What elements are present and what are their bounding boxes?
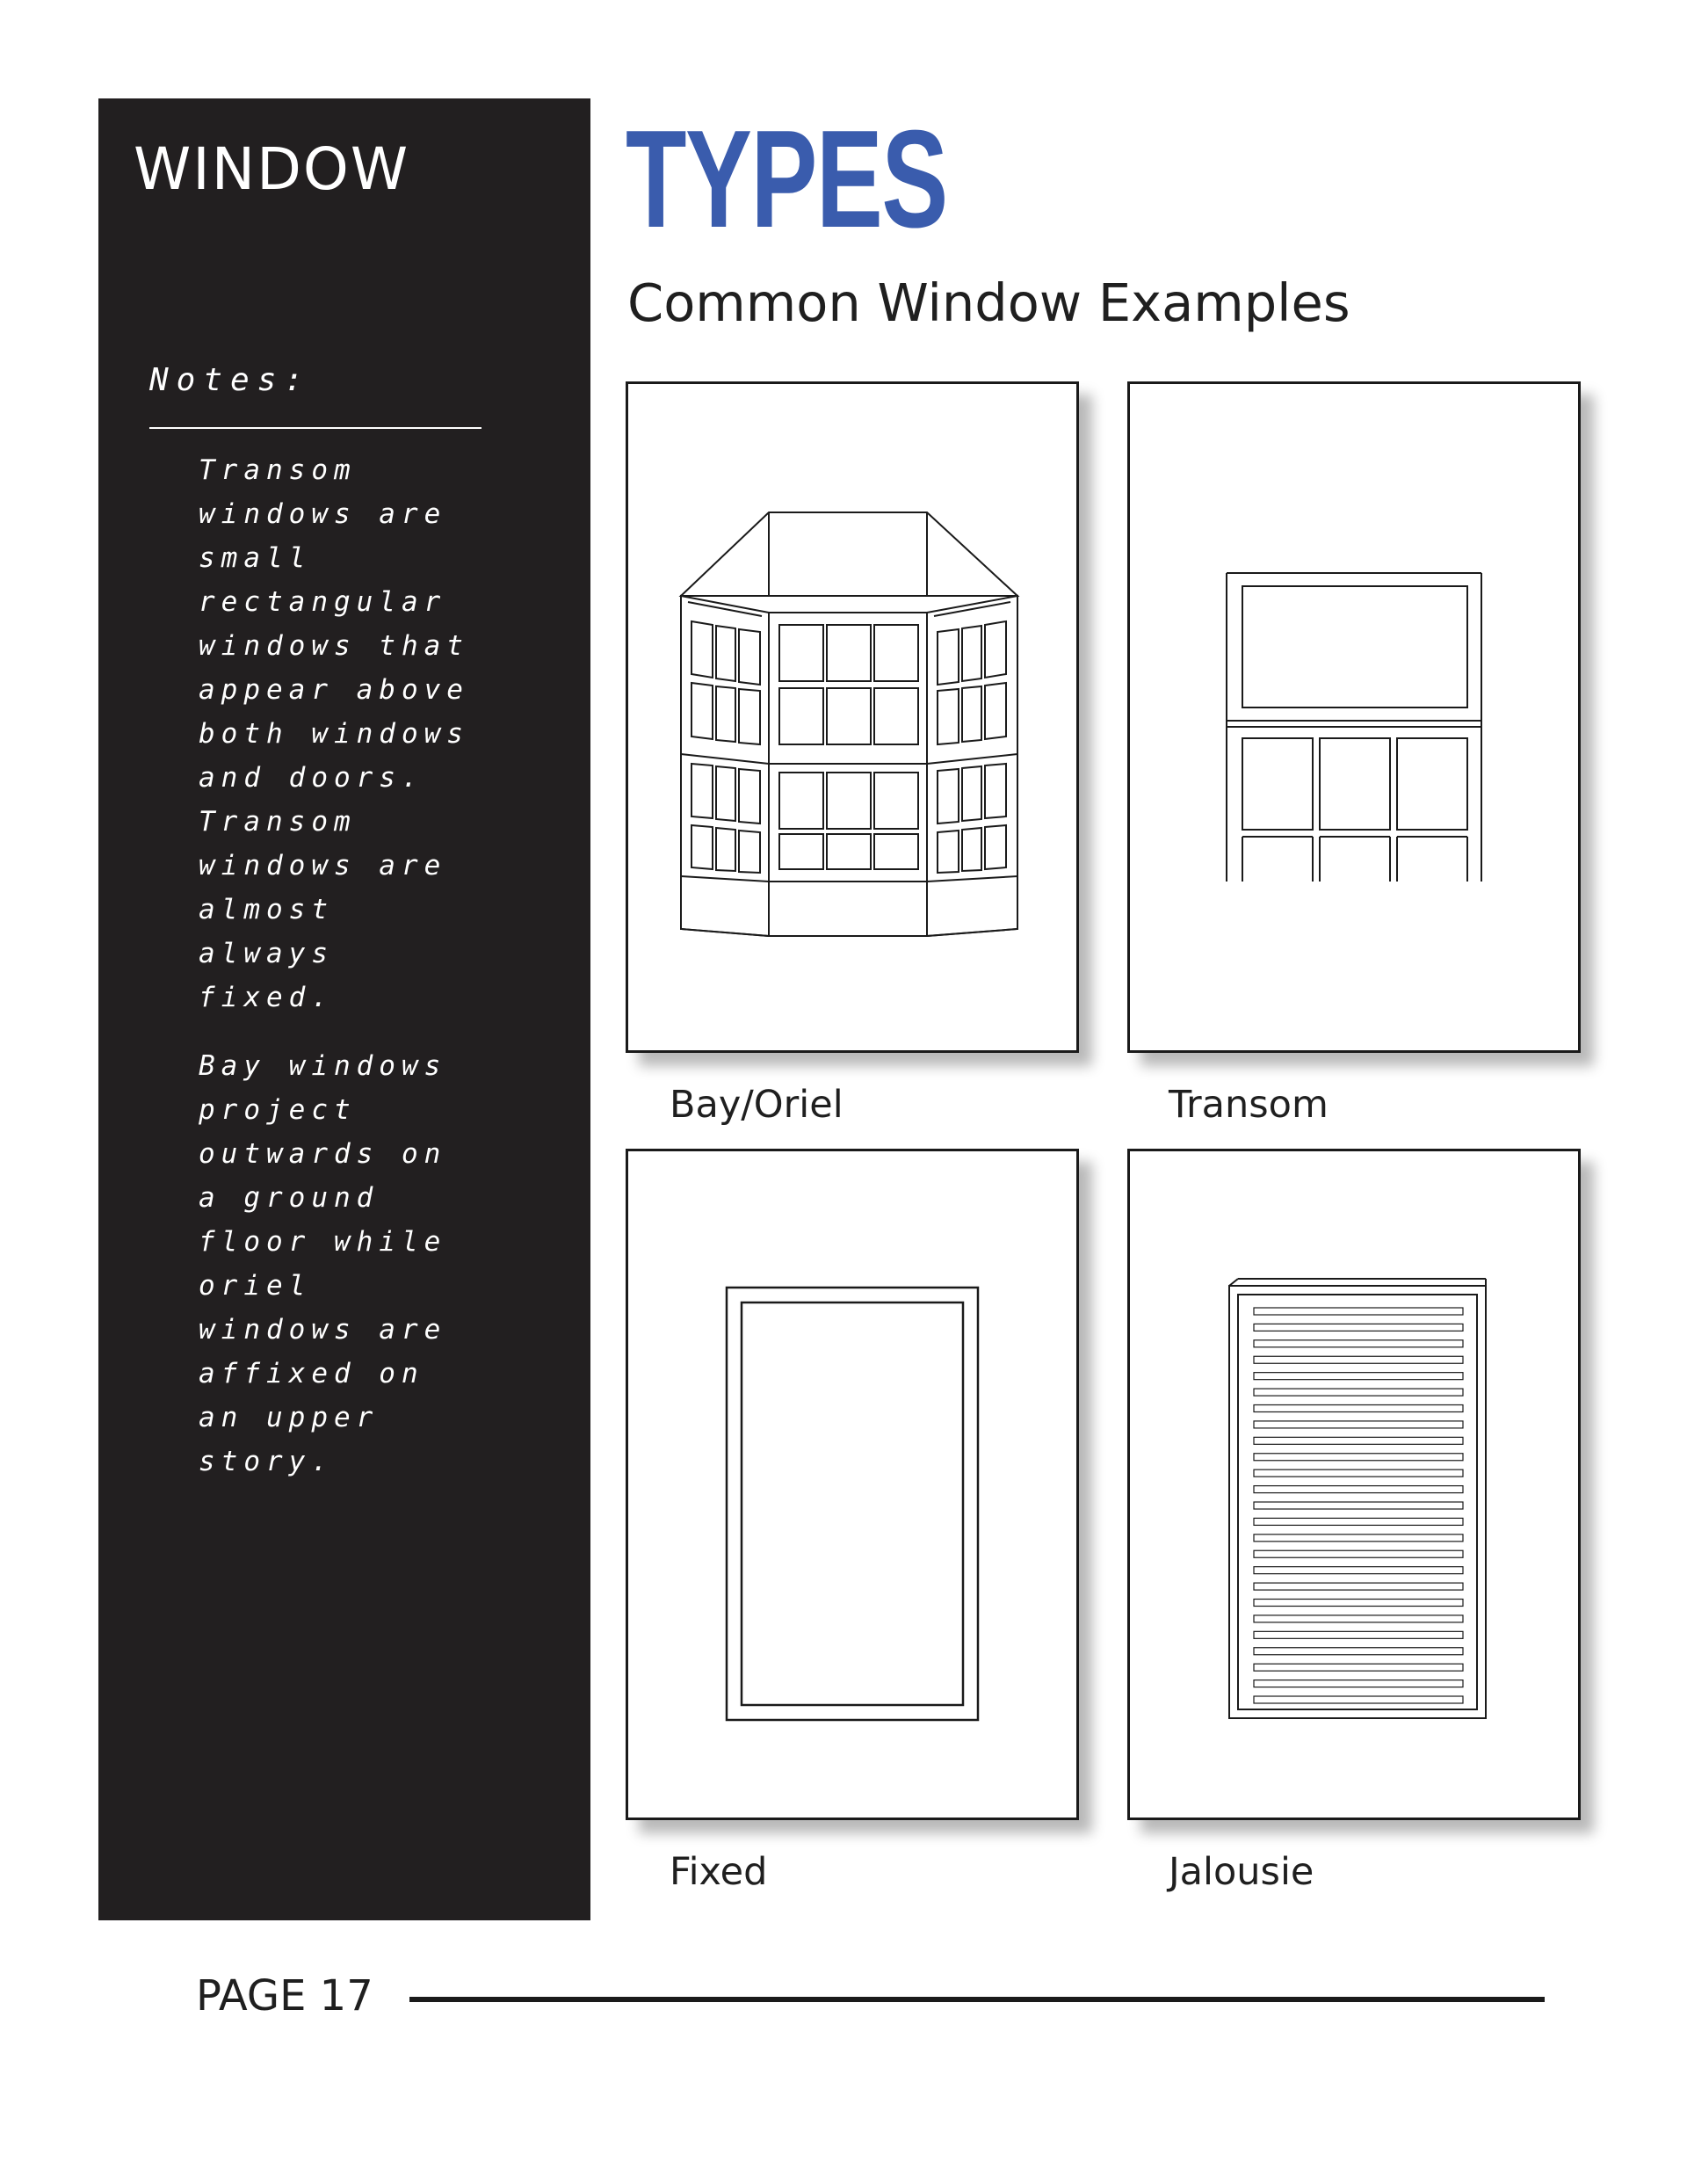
bay-oriel-window-icon: [628, 384, 1076, 1050]
jalousie-slat: [1254, 1518, 1463, 1525]
jalousie-slat: [1254, 1648, 1463, 1655]
jalousie-slat: [1254, 1308, 1463, 1315]
page-title: TYPES: [626, 102, 947, 257]
jalousie-slat: [1254, 1550, 1463, 1557]
note-paragraph-bay: Bay windows project outwards on a ground floor while oriel windows are affixed on an upper story.: [199, 1050, 447, 1477]
note-paragraph-transom: Transom windows are small rectangular windows that appear above both windows and doors. Transom windows are almost always fixed.: [199, 454, 469, 1013]
jalousie-slat: [1254, 1664, 1463, 1671]
sidebar-title: WINDOW: [134, 135, 410, 203]
caption-jalousie: Jalousie: [1169, 1850, 1314, 1894]
jalousie-slat: [1254, 1373, 1463, 1380]
example-card-transom: [1127, 381, 1581, 1053]
jalousie-slat: [1254, 1631, 1463, 1638]
jalousie-slat: [1254, 1437, 1463, 1444]
jalousie-slat: [1254, 1502, 1463, 1509]
jalousie-slat: [1254, 1567, 1463, 1574]
page-number: PAGE 17: [196, 1971, 373, 2021]
notes-sidebar: [98, 98, 590, 1920]
jalousie-slat: [1254, 1405, 1463, 1412]
jalousie-slat: [1254, 1680, 1463, 1687]
example-card-bay-oriel: [626, 381, 1079, 1053]
notes-body: [199, 448, 489, 1508]
jalousie-slat: [1254, 1340, 1463, 1347]
jalousie-slat: [1254, 1421, 1463, 1428]
notes-label: Notes:: [149, 362, 312, 398]
jalousie-slat: [1254, 1583, 1463, 1590]
jalousie-slat: [1254, 1356, 1463, 1363]
jalousie-slat: [1254, 1600, 1463, 1607]
jalousie-slat: [1254, 1486, 1463, 1493]
jalousie-slat: [1254, 1535, 1463, 1542]
jalousie-window-icon: [1130, 1151, 1578, 1818]
page-subtitle: Common Window Examples: [627, 272, 1350, 333]
caption-transom: Transom: [1169, 1083, 1329, 1127]
footer-rule: [409, 1997, 1545, 2002]
jalousie-slat: [1254, 1696, 1463, 1703]
fixed-window-icon: [628, 1151, 1076, 1818]
jalousie-slat: [1254, 1389, 1463, 1396]
jalousie-slat: [1254, 1469, 1463, 1477]
jalousie-slat: [1254, 1615, 1463, 1622]
notes-divider: [149, 427, 481, 429]
example-card-fixed: [626, 1149, 1079, 1820]
transom-window-icon: [1130, 384, 1578, 1050]
example-card-jalousie: [1127, 1149, 1581, 1820]
jalousie-slat: [1254, 1454, 1463, 1461]
caption-fixed: Fixed: [670, 1850, 768, 1894]
caption-bay-oriel: Bay/Oriel: [670, 1083, 844, 1127]
jalousie-slat: [1254, 1324, 1463, 1331]
